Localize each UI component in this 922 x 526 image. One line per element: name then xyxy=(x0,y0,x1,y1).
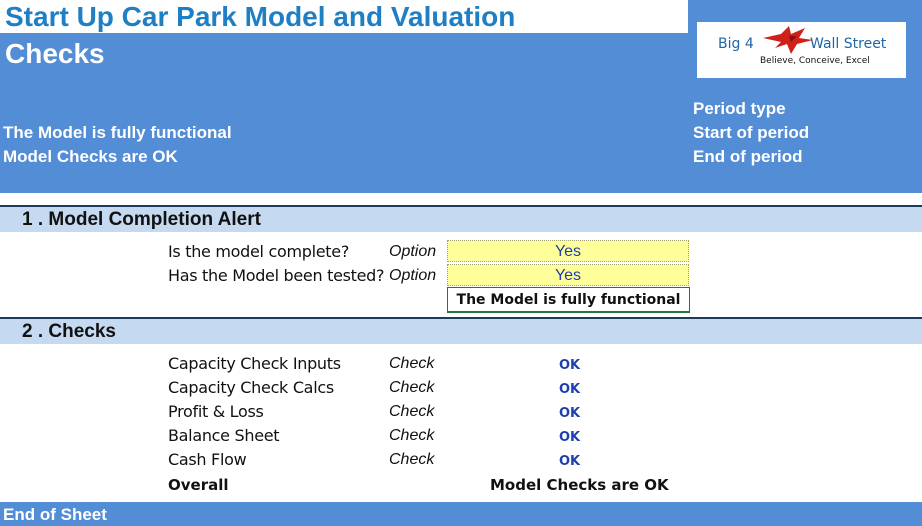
row-label-complete: Is the model complete? xyxy=(168,242,350,261)
overall-result[interactable]: Model Checks are OK xyxy=(490,476,669,494)
check-label: Capacity Check Inputs xyxy=(168,354,341,373)
period-type-label: Period type xyxy=(693,99,786,118)
logo-tagline: Believe, Conceive, Excel xyxy=(760,56,870,66)
page-title: Start Up Car Park Model and Valuation xyxy=(5,1,516,32)
eagle-icon xyxy=(761,24,815,58)
check-status[interactable]: OK xyxy=(559,382,581,397)
check-status[interactable]: OK xyxy=(559,430,581,445)
check-kind: Check xyxy=(389,451,435,468)
check-kind: Check xyxy=(389,403,435,420)
row-kind-option: Option xyxy=(389,267,437,284)
section-model-completion xyxy=(0,205,922,232)
overall-label: Overall xyxy=(168,476,229,494)
check-kind: Check xyxy=(389,379,435,396)
section-checks xyxy=(0,317,922,344)
page-subtitle: Checks xyxy=(5,38,105,69)
row-label-tested: Has the Model been tested? xyxy=(168,266,385,285)
check-label: Capacity Check Calcs xyxy=(168,378,334,397)
end-of-sheet-label: End of Sheet xyxy=(3,505,107,524)
check-kind: Check xyxy=(389,427,435,444)
check-label: Balance Sheet xyxy=(168,426,280,445)
logo-name-left: Big 4 xyxy=(718,36,754,52)
model-status: The Model is fully functional xyxy=(3,123,232,142)
model-tested-select[interactable]: Yes xyxy=(447,264,689,286)
section-title: 1 . Model Completion Alert xyxy=(22,209,261,230)
check-status[interactable]: OK xyxy=(559,454,581,469)
start-of-period-label: Start of period xyxy=(693,123,810,142)
row-kind-option: Option xyxy=(389,243,437,260)
end-of-period-label: End of period xyxy=(693,147,803,166)
section-title: 2 . Checks xyxy=(22,321,116,342)
logo-name-right: Wall Street xyxy=(810,36,887,52)
checks-status: Model Checks are OK xyxy=(3,147,178,166)
model-functional-result[interactable]: The Model is fully functional xyxy=(447,287,690,313)
model-complete-select[interactable]: Yes xyxy=(447,240,689,262)
check-status[interactable]: OK xyxy=(559,406,581,421)
check-kind: Check xyxy=(389,355,435,372)
footer-band xyxy=(0,502,922,526)
check-label: Cash Flow xyxy=(168,450,247,469)
check-label: Profit & Loss xyxy=(168,402,264,421)
check-status[interactable]: OK xyxy=(559,358,581,373)
company-logo xyxy=(697,22,906,78)
